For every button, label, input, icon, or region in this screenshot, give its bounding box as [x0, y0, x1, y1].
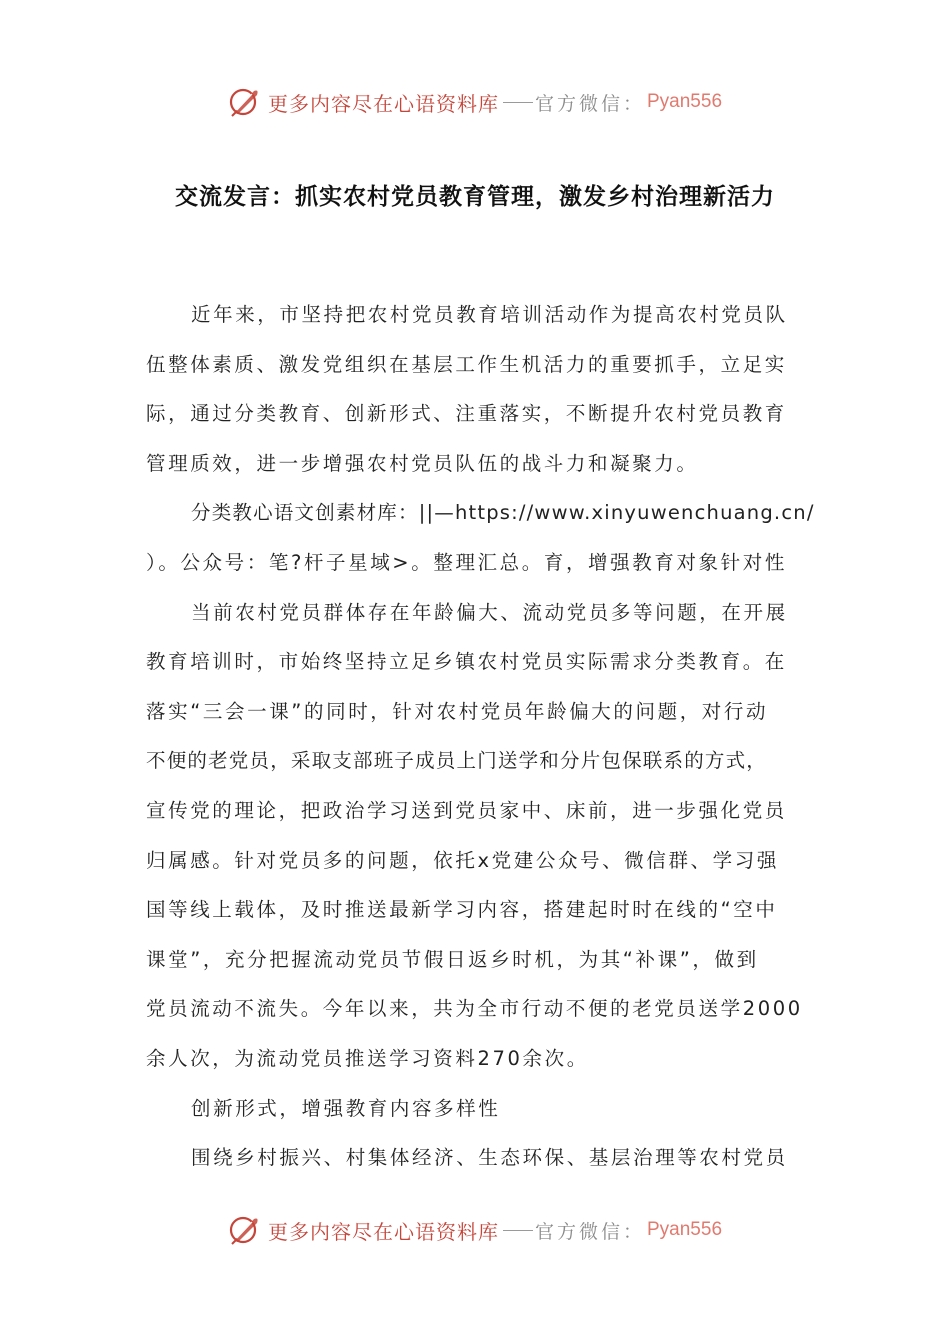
paragraph-line: 归属感。针对党员多的问题，依托x党建公众号、微信群、学习强 [146, 848, 779, 872]
watermark-wechat-id: Pyan556 [647, 91, 723, 112]
paragraph-line: 近年来，市坚持把农村党员教育培训活动作为提高农村党员队 [191, 303, 788, 326]
watermark-dash [503, 1230, 533, 1231]
document-body [146, 290, 815, 1183]
watermark-wechat-id: Pyan556 [647, 1219, 723, 1240]
paragraph-line: 国等线上载体，及时推送最新学习内容，搭建起时时在线的“空中 [146, 898, 778, 922]
paragraph-line: 宣传党的理论，把政治学习送到党员家中、床前，进一步强化党员 [146, 798, 787, 822]
paragraph-line: 围绕乡村振兴、村集体经济、生态环保、基层治理等农村党员 [191, 1146, 788, 1170]
document-title: 交流发言：抓实农村党员教育管理，激发乡村治理新活力 [175, 184, 775, 210]
section-heading: 创新形式，增强教育内容多样性 [191, 1096, 501, 1120]
paragraph-line: 课堂”，充分把握流动党员节假日返乡时机，为其“补课”，做到 [146, 947, 759, 971]
paragraph-line: 分类教心语文创素材库：||—https://www.xinyuwenchuang.cn/ [191, 501, 815, 525]
paragraph-line: 伍整体素质、激发党组织在基层工作生机活力的重要抓手，立足实 [146, 352, 787, 376]
paragraph-line: 党员流动不流失。今年以来，共为全市行动不便的老党员送学2000 [146, 997, 803, 1021]
paragraph-line: 教育培训时，市始终坚持立足乡镇农村党员实际需求分类教育。在 [146, 650, 787, 674]
watermark-dash [503, 102, 533, 103]
paragraph-line: 余人次，为流动党员推送学习资料270余次。 [146, 1046, 589, 1070]
paragraph-line: 管理质效，进一步增强农村党员队伍的战斗力和凝聚力。 [146, 451, 699, 475]
watermark-footer [0, 1208, 950, 1252]
paragraph-line: 际，通过分类教育、创新形式、注重落实，不断提升农村党员教育 [146, 402, 787, 426]
watermark-header [0, 80, 950, 124]
quill-logo-icon [228, 85, 262, 119]
paragraph-line: 不便的老党员，采取支部班子成员上门送学和分片包保联系的方式， [146, 749, 768, 773]
watermark-wechat-label: 官方微信： [534, 1220, 645, 1243]
watermark-wechat-label: 官方微信： [534, 92, 645, 115]
paragraph-line: ）。公众号：笔?杆子星域>。整理汇总。育，增强教育对象针对性 [146, 550, 787, 574]
watermark-brand-text: 更多内容尽在心语资料库 [267, 91, 499, 116]
quill-logo-icon [228, 1213, 262, 1247]
paragraph-line: 落实“三会一课”的同时，针对农村党员年龄偏大的问题，对行动 [146, 699, 769, 723]
watermark-brand-text: 更多内容尽在心语资料库 [267, 1219, 499, 1244]
paragraph-line: 当前农村党员群体存在年龄偏大、流动党员多等问题，在开展 [191, 600, 788, 624]
